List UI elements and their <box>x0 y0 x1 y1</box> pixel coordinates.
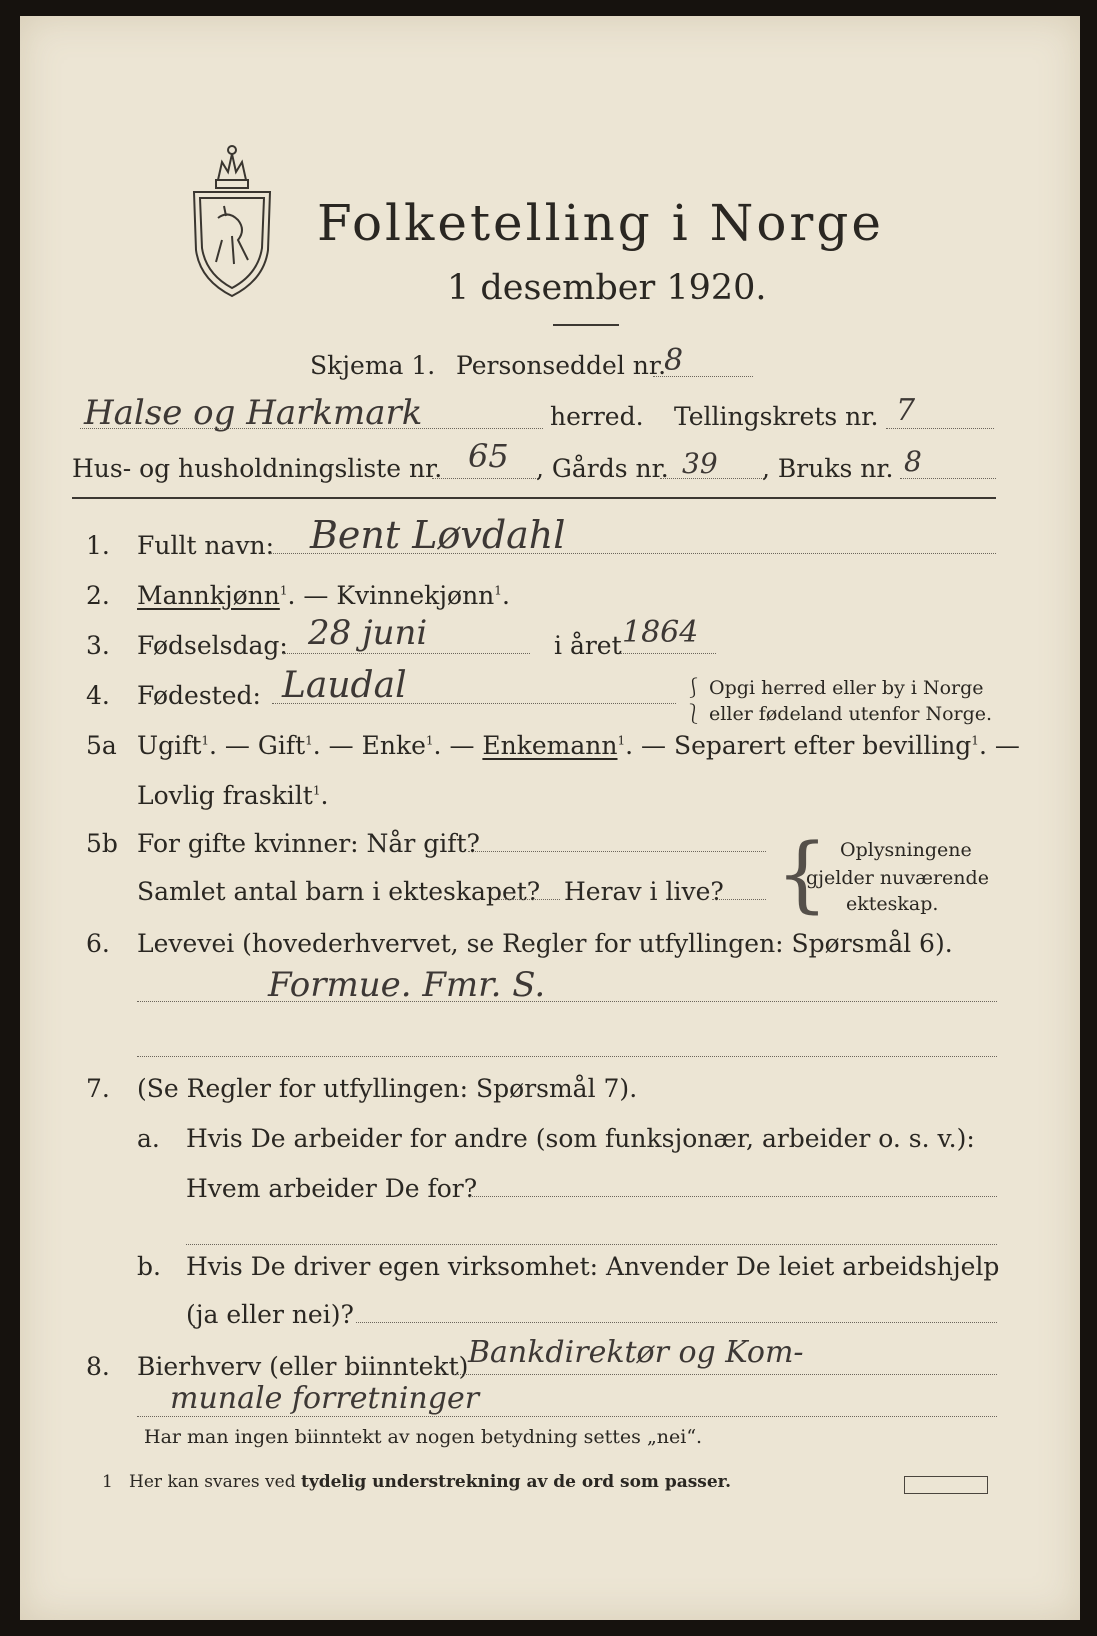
q3-year-value: 1864 <box>622 615 699 650</box>
q1-number: 1. <box>86 531 110 560</box>
q3-year-label: i året <box>554 631 622 660</box>
q2-number: 2. <box>86 581 110 610</box>
personseddel-label: Personseddel nr. <box>456 351 667 380</box>
q2-gender: Mannkjønn$^1$. — Kvinnekjønn$^1$. <box>137 581 510 610</box>
q5b-label3: Herav i live? <box>564 877 724 906</box>
q4-number: 4. <box>86 681 110 710</box>
q7b-label1: Hvis De driver egen virksomhet: Anvender De leiet arbeidshjelp <box>186 1252 1000 1281</box>
q5a-number: 5a <box>86 731 117 760</box>
header-divider <box>72 497 996 499</box>
q3-number: 3. <box>86 631 110 660</box>
tellingskrets-label: Tellingskrets nr. <box>674 402 879 431</box>
q7-label: (Se Regler for utfyllingen: Spørsmål 7). <box>137 1074 638 1103</box>
census-date: 1 desember 1920. <box>447 268 767 308</box>
q6-value: Formue. Fmr. S. <box>268 965 546 1005</box>
title-divider <box>553 324 619 326</box>
q8-number: 8. <box>86 1352 110 1381</box>
herred-value: Halse og Harkmark <box>84 393 423 433</box>
q1-value: Bent Løvdahl <box>310 513 566 557</box>
q5b-note1: Oplysningene <box>840 839 972 861</box>
q7a-label2: Hvem arbeider De for? <box>186 1174 478 1203</box>
q8-value-line1: Bankdirektør og Kom- <box>468 1335 804 1370</box>
q1-label: Fullt navn: <box>137 531 275 560</box>
q4-note-line1: ⎰ Opgi herred eller by i Norge <box>684 677 984 699</box>
tellingskrets-value: 7 <box>896 393 916 428</box>
q5a-options: Ugift$^1$. — Gift$^1$. — Enke$^1$. — Enkemann$^1$. — Separert efter bevilling$^1$. — <box>137 731 1020 760</box>
q5b-note3: ekteskap. <box>846 893 939 915</box>
q4-label: Fødested: <box>137 681 261 710</box>
husliste-value: 65 <box>468 437 509 475</box>
printer-stamp <box>904 1476 988 1494</box>
q4-note-line2: ⎱ eller fødeland utenfor Norge. <box>684 703 993 725</box>
q8-value-line2: munale forretninger <box>170 1381 480 1416</box>
q7a-label1: Hvis De arbeider for andre (som funksjonær, arbeider o. s. v.): <box>186 1124 975 1153</box>
coat-of-arms-icon <box>188 140 276 300</box>
q7b-label2: (ja eller nei)? <box>186 1300 354 1329</box>
q4-value: Laudal <box>282 665 407 706</box>
q6-label: Levevei (hovederhvervet, se Regler for utfyllingen: Spørsmål 6). <box>137 929 953 958</box>
q5b-label1: For gifte kvinner: Når gift? <box>137 829 480 858</box>
q3-label: Fødselsdag: <box>137 631 288 660</box>
q5b-label2: Samlet antal barn i ekteskapet? <box>137 877 541 906</box>
census-form: Folketelling i Norge 1 desember 1920. Skjema 1. Personseddel nr. 8 Halse og Harkmark herred. Tellingskrets nr. 7 Hus- og husholdningsliste nr. 65 , Gårds nr. 39 , Bruks nr. 8 1. Fullt navn: Bent Løvdahl 2. Mannkjønn$^1$. — Kvinnekjønn$^1$. 3. Fødselsdag: 28 juni i året 1864 4. Fødested: Laudal ⎰ Opgi herred eller by i Norge ⎱ eller fødeland utenfor Norge. 5a Ugift$^1$. — Gift$^1$. — Enke$^1$. — Enkemann$^1$. — Separert efter bevilling$^1$. — Lovlig fraskilt$^1$. 5b For gifte kvinner: Når gift? Samlet antal barn i ekteskapet? Herav i live? { Oplysningene gjelder nuværende ekteskap. 6. Levevei (hovederhvervet, se Regler for utfyllingen: Spørsmål 6). Formue. Fmr. S. 7. (Se Regler for utfyllingen: Spørsmål 7). a. Hvis De arbeider for andre (som funksjonær, arbeider o. s. v.): Hvem arbeider De for? b. Hvis De driver egen virksomhet: Anvender De leiet arbeidshjelp (ja eller nei)? 8. Bierhverv (eller biinntekt) Bankdirektør og Kom- munale forretninger Har man ingen biinntekt av nogen betydning settes „nei“. 1 Her kan svares ved tydelig understrekning av de ord som passer. <box>20 16 1080 1620</box>
bruks-label: , Bruks nr. <box>762 454 894 483</box>
q5a-enkemann-option: Enkemann <box>482 731 618 760</box>
personseddel-value: 8 <box>664 343 684 378</box>
q5a-line2: Lovlig fraskilt$^1$. <box>137 781 329 810</box>
q7-number: 7. <box>86 1074 110 1103</box>
q2-male-option: Mannkjønn <box>137 581 280 610</box>
q8-note: Har man ingen biinntekt av nogen betydning settes „nei“. <box>144 1426 703 1448</box>
husliste-label: Hus- og husholdningsliste nr. <box>72 454 443 483</box>
skjema-label: Skjema 1. <box>310 351 436 380</box>
footnote: 1 Her kan svares ved tydelig understrekning av de ord som passer. <box>102 1472 731 1492</box>
gards-label: , Gårds nr. <box>536 454 669 483</box>
q3-value: 28 juni <box>308 613 428 653</box>
q5b-number: 5b <box>86 829 118 858</box>
herred-label: herred. <box>550 402 644 431</box>
q7b-number: b. <box>137 1252 161 1281</box>
q8-label: Bierhverv (eller biinntekt) <box>137 1352 469 1381</box>
form-title: Folketelling i Norge <box>317 194 884 252</box>
q5b-note2: gjelder nuværende <box>806 867 989 889</box>
gards-value: 39 <box>682 447 718 480</box>
q7a-number: a. <box>137 1124 160 1153</box>
q6-number: 6. <box>86 929 110 958</box>
bruks-value: 8 <box>904 445 922 478</box>
